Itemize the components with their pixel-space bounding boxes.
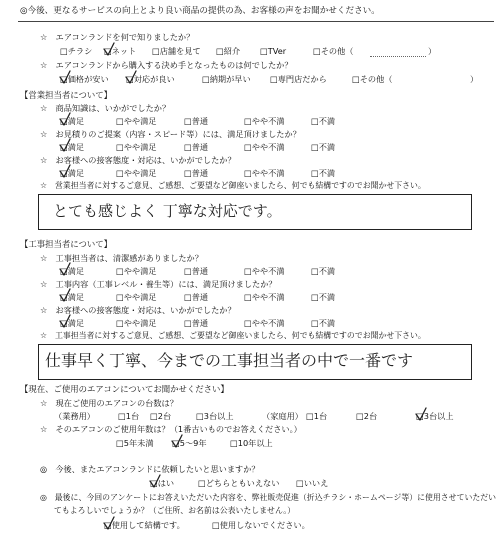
source-option-referral[interactable]: □紹介 <box>216 46 241 56</box>
sales-section-title: 【営業担当者について】 <box>20 90 112 100</box>
request-again-yes[interactable]: □はい <box>150 478 175 488</box>
construction-attitude-somewhat-satisfied[interactable]: □やや満足 <box>116 318 157 328</box>
permission-text-line2: てもよろしいでしょうか？（ご住所、お名前は公表いたしません。） <box>54 506 296 515</box>
business-use-label: （業務用） <box>54 411 95 421</box>
sales-knowledge-neutral[interactable]: □普通 <box>184 116 209 126</box>
source-option-flyer[interactable]: □チラシ <box>60 46 93 56</box>
home-one-unit[interactable]: □1台 <box>306 411 328 421</box>
sales-attitude-somewhat-dissatisfied[interactable]: □やや不満 <box>244 168 285 178</box>
deciding-factor-question: ☆ エアコンランドから購入する決め手となったものは何でしたか？ <box>40 60 293 70</box>
check-mark-quality <box>60 289 70 301</box>
sales-knowledge-dissatisfied[interactable]: □不満 <box>311 116 336 126</box>
request-again-question: ◎ 今後、またエアコンランドに依頼したいと思いますか？ <box>40 464 260 474</box>
construction-quality-question: ☆ 工事内容（工事レベル・養生等）には、満足頂けましたか？ <box>40 279 277 289</box>
sales-proposal-dissatisfied[interactable]: □不満 <box>311 142 336 152</box>
sales-attitude-dissatisfied[interactable]: □不満 <box>311 168 336 178</box>
aircon-section-title: 【現在、ご使用のエアコンについてお聞かせください】 <box>20 384 229 394</box>
years-under-five[interactable]: □5年未満 <box>116 438 154 448</box>
construction-attitude-dissatisfied[interactable]: □不満 <box>311 318 336 328</box>
sales-comment-prompt: ☆ 営業担当者に対するご意見、ご感想、ご要望など御座いましたら、何でも結構ですのでお聞かせ下さい。 <box>40 181 426 190</box>
quality-somewhat-dissatisfied[interactable]: □やや不満 <box>244 292 285 302</box>
construction-attitude-neutral[interactable]: □普通 <box>184 318 209 328</box>
check-mark-sales-proposal <box>60 139 70 151</box>
business-three-plus-units[interactable]: □3台以上 <box>196 411 234 421</box>
factor-option-delivery[interactable]: □納期が早い <box>202 74 251 84</box>
construction-comment-prompt: ☆ 工事担当者に対するご意見、ご感想、ご要望など御座いましたら、何でも結構ですのでお聞かせ下さい。 <box>40 331 426 340</box>
home-use-label: （家庭用） <box>262 411 303 421</box>
source-option-internet[interactable]: □ネット <box>104 46 137 56</box>
sales-knowledge-somewhat-satisfied[interactable]: □やや満足 <box>116 116 157 126</box>
check-mark-permission-allow <box>104 517 114 529</box>
cleanliness-dissatisfied[interactable]: □不満 <box>311 266 336 276</box>
sales-proposal-somewhat-satisfied[interactable]: □やや満足 <box>116 142 157 152</box>
construction-comment-text: 仕事早く丁寧、今までの工事担当者の中で一番です <box>45 351 414 370</box>
permission-text-line1: ◎ 最後に、今回のアンケートにお答えいただいた内容を、弊社販売促進（折込チラシ・ホームページ等）に使用させていただい <box>40 493 497 502</box>
permission-allow[interactable]: □使用して結構です。 <box>104 520 185 530</box>
check-mark-internet <box>104 43 114 55</box>
check-mark-sales-attitude <box>60 165 70 177</box>
construction-cleanliness-question: ☆ 工事担当者は、清潔感がありましたか？ <box>40 253 203 263</box>
aircon-years-question: ☆ そのエアコンのご使用年数は？（1番古いものでお答えください。） <box>40 424 302 434</box>
home-two-units[interactable]: □2台 <box>356 411 378 421</box>
source-option-other[interactable]: □その他（ <box>313 46 354 56</box>
sales-attitude-somewhat-satisfied[interactable]: □やや満足 <box>116 168 157 178</box>
check-mark-home-three-plus <box>416 408 426 420</box>
permission-deny[interactable]: □使用しないでください。 <box>212 520 310 530</box>
check-mark-request-yes <box>150 475 160 487</box>
construction-attitude-satisfied[interactable]: □満足 <box>60 318 85 328</box>
check-mark-service <box>126 71 136 83</box>
source-question: ☆ エアコンランドを何で知りましたか？ <box>40 32 195 42</box>
construction-attitude-question: ☆ お客様への接客態度・対応は、いかがでしたか？ <box>40 305 236 315</box>
factor-option-service[interactable]: □対応が良い <box>126 74 175 84</box>
quality-satisfied[interactable]: □満足 <box>60 292 85 302</box>
sales-proposal-satisfied[interactable]: □満足 <box>60 142 85 152</box>
sales-knowledge-question: ☆ 商品知識は、いかがでしたか？ <box>40 103 171 113</box>
factor-option-other[interactable]: □その他（ <box>352 74 393 84</box>
check-mark-price <box>60 71 70 83</box>
business-two-units[interactable]: □2台 <box>150 411 172 421</box>
home-three-plus-units[interactable]: □3台以上 <box>416 411 454 421</box>
construction-attitude-somewhat-dissatisfied[interactable]: □やや不満 <box>244 318 285 328</box>
years-five-to-nine[interactable]: □5～9年 <box>172 438 207 448</box>
business-one-unit[interactable]: □1台 <box>118 411 140 421</box>
request-again-no[interactable]: □いいえ <box>296 478 329 488</box>
sales-proposal-neutral[interactable]: □普通 <box>184 142 209 152</box>
cleanliness-somewhat-dissatisfied[interactable]: □やや不満 <box>244 266 285 276</box>
factor-option-price[interactable]: □価格が安い <box>60 74 109 84</box>
source-option-store[interactable]: □店舗を見て <box>152 46 201 56</box>
sales-attitude-neutral[interactable]: □普通 <box>184 168 209 178</box>
check-mark-sales-knowledge <box>60 113 70 125</box>
sales-attitude-satisfied[interactable]: □満足 <box>60 168 85 178</box>
construction-section-title: 【工事担当者について】 <box>20 239 112 249</box>
source-option-tver[interactable]: □TVer <box>260 46 287 56</box>
check-mark-cleanliness <box>60 263 70 275</box>
request-again-neutral[interactable]: □どちらともいえない <box>198 478 280 488</box>
cleanliness-satisfied[interactable]: □満足 <box>60 266 85 276</box>
aircon-count-question: ☆ 現在ご使用のエアコンの台数は？ <box>40 398 178 408</box>
quality-dissatisfied[interactable]: □不満 <box>311 292 336 302</box>
years-ten-plus[interactable]: □10年以上 <box>230 438 273 448</box>
factor-other-close: ） <box>470 74 479 84</box>
sales-attitude-question: ☆ お客様への接客態度・対応は、いかがでしたか？ <box>40 155 236 165</box>
factor-option-specialist[interactable]: □専門店だから <box>270 74 327 84</box>
quality-somewhat-satisfied[interactable]: □やや満足 <box>116 292 157 302</box>
survey-header: ◎今後、更なるサービスの向上とより良い商品の提供の為、お客様の声をお聞かせください。 <box>20 6 380 16</box>
cleanliness-somewhat-satisfied[interactable]: □やや満足 <box>116 266 157 276</box>
sales-comment-text: とても感じよく 丁寧な対応です。 <box>53 202 282 220</box>
source-other-close: ） <box>428 46 437 56</box>
sales-proposal-question: ☆ お見積りのご提案（内容・スピード等）には、満足頂けましたか？ <box>40 129 301 139</box>
quality-neutral[interactable]: □普通 <box>184 292 209 302</box>
sales-knowledge-satisfied[interactable]: □満足 <box>60 116 85 126</box>
sales-proposal-somewhat-dissatisfied[interactable]: □やや不満 <box>244 142 285 152</box>
check-mark-construction-attitude <box>60 315 70 327</box>
cleanliness-neutral[interactable]: □普通 <box>184 266 209 276</box>
sales-knowledge-somewhat-dissatisfied[interactable]: □やや不満 <box>244 116 285 126</box>
check-mark-five-to-nine <box>172 435 182 447</box>
